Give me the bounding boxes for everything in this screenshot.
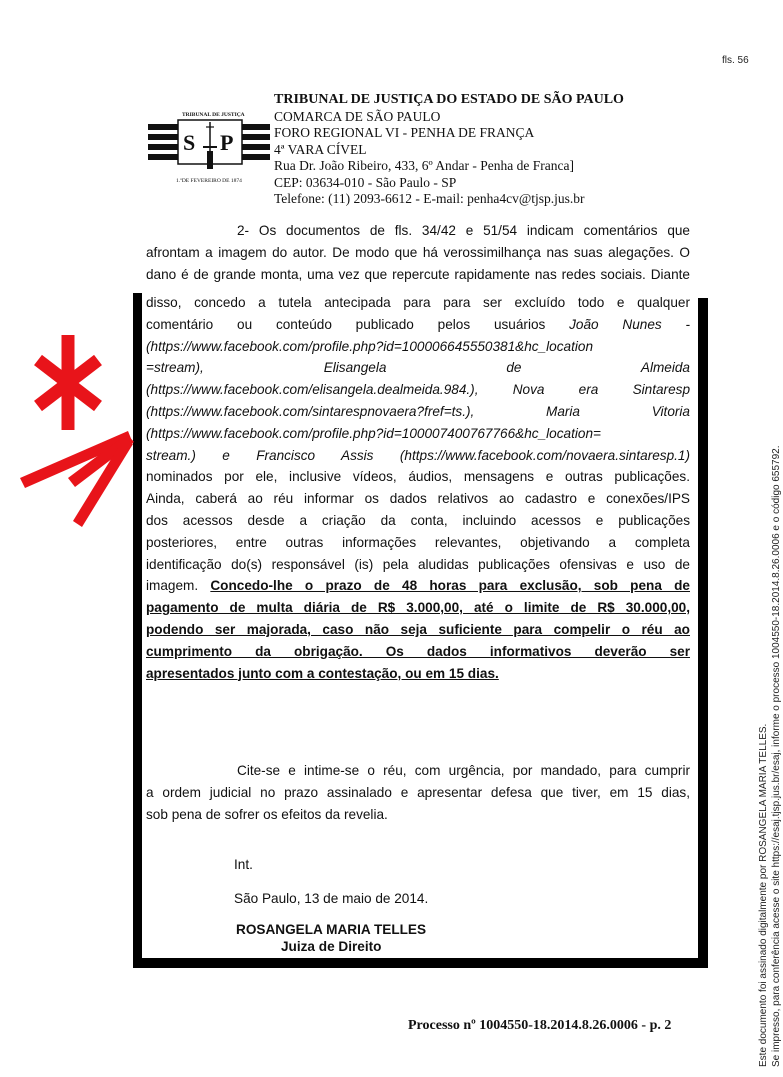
paragraph-evidence: 2- Os documentos de fls. 34/42 e 51/54 indicam comentários que afrontam a imagem do autor. De modo que há verossimilhança nas suas alegações. O dano é de grande monta, uma vez que repercute rapidamente nas redes sociais. Diante (146, 223, 690, 282)
digital-signature-note: Este documento foi assinado digitalmente por ROSANGELA MARIA TELLES. Se impresso, para conferência acesse o site https://esaj.tjsp.jus.br/esaj, informe o processo 1004550-18.2014.8.26.0006 e o código 655792. (758, 445, 782, 1067)
user-joao-nunes: João Nunes - (569, 316, 690, 332)
int-note: Int. (234, 857, 253, 872)
paragraph-summons: Cite-se e intime-se o réu, com urgência, por mandado, para cumprir a ordem judicial no prazo assinalado e apresentar defesa que tiver, em 15 dias, sob pena de sofrer os efeitos da revelia. (146, 763, 690, 822)
signer-role: Juiza de Direito (281, 939, 382, 954)
red-annotation-marks (10, 330, 135, 535)
frame-bottom-bar (133, 958, 708, 968)
logo-letter-s: S (183, 130, 196, 155)
cep: CEP: 03634-010 - São Paulo - SP (274, 174, 457, 190)
foro: FORO REGIONAL VI - PENHA DE FRANÇA (274, 125, 535, 140)
letterhead (274, 92, 624, 208)
page-number: fls. 56 (722, 55, 749, 66)
court-name: TRIBUNAL DE JUSTIÇA DO ESTADO DE SÃO PAULO (274, 92, 624, 107)
vara: 4ª VARA CÍVEL (274, 141, 367, 157)
link-francisco-assis: stream.) e Francisco Assis (https://www.facebook.com/novaera.sintaresp.1) (146, 447, 690, 463)
red-asterisk-icon (38, 335, 98, 430)
date-line: São Paulo, 13 de maio de 2014. (234, 891, 429, 906)
logo-bottom-text: 1.ºDE FEVEREIRO DE 1874 (176, 178, 242, 184)
comarca: COMARCA DE SÃO PAULO (274, 108, 441, 124)
link-joao-nunes: (https://www.facebook.com/profile.php?id=100006645550381&hc_location (146, 338, 594, 354)
frame-right-bar (698, 298, 708, 968)
link-elisangela: (https://www.facebook.com/elisangela.dealmeida.984.), Nova era Sintaresp (146, 382, 690, 398)
link-maria-vitoria: (https://www.facebook.com/profile.php?id=100007400767766&hc_location= (146, 425, 601, 441)
contact: Telefone: (11) 2093-6612 - E-mail: penha4cv@tjsp.jus.br (274, 191, 585, 206)
court-seal-logo (146, 107, 272, 185)
paragraph-injunction: disso, concedo a tutela antecipada para para ser excluído todo e qualquer comentário ou conteúdo publicado pelos usuários João Nunes - (https://www.facebook.com/profile.php?id=100006645550381&hc_location =stream), Elisangela de Almeida (https://www.facebook.com/elisangela.dealmeida.984.), Nova era Sintaresp (https://www.facebook.com/sintarespnovaera?fref=ts.), Maria Vitoria (https://www.facebook.com/profile.php?id=100007400767766&hc_location= stream.) e Francisco Assis (https://www.facebook.com/novaera.sintaresp.1) nominados por ele, inclusive vídeos, áudios, mensagens e outras publicações. Ainda, caberá ao réu informar os dados relativos ao cadastro e conexões/IPS dos acessos desde a criação da conta, incluindo acessos e publicações posteriores, entre outras informações relevantes, objetivando a completa identificação do(s) responsável (is) pela aludidas publicações ofensivas e uso de imagem. Concedo-lhe o prazo de 48 horas para exclusão, sob pena de pagamento de multa diária de R$ 3.000,00, até o limite de R$ 30.000,00, podendo ser majorada, caso não seja suficiente para compelir o réu ao cumprimento da obrigação. Os dados informativos deverão ser apresentados junto com a contestação, ou em 15 dias. (146, 295, 690, 681)
logo-top-text: TRIBUNAL DE JUSTIÇA (182, 112, 245, 118)
address: Rua Dr. João Ribeiro, 433, 6º Andar - Penha de Franca] (274, 158, 574, 173)
link-nova-era: (https://www.facebook.com/sintarespnovaera?fref=ts.), Maria Vitoria (146, 403, 690, 419)
signer-name: ROSANGELA MARIA TELLES (236, 922, 427, 937)
process-footer: Processo nº 1004550-18.2014.8.26.0006 - p. 2 (408, 1018, 672, 1033)
user-elisangela: =stream), Elisangela de Almeida (146, 360, 690, 376)
red-arrow-icon (20, 431, 134, 527)
penalty-clause: Concedo-lhe o prazo de 48 horas para exclusão, sob pena de (210, 578, 690, 594)
logo-letter-p: P (220, 130, 234, 155)
